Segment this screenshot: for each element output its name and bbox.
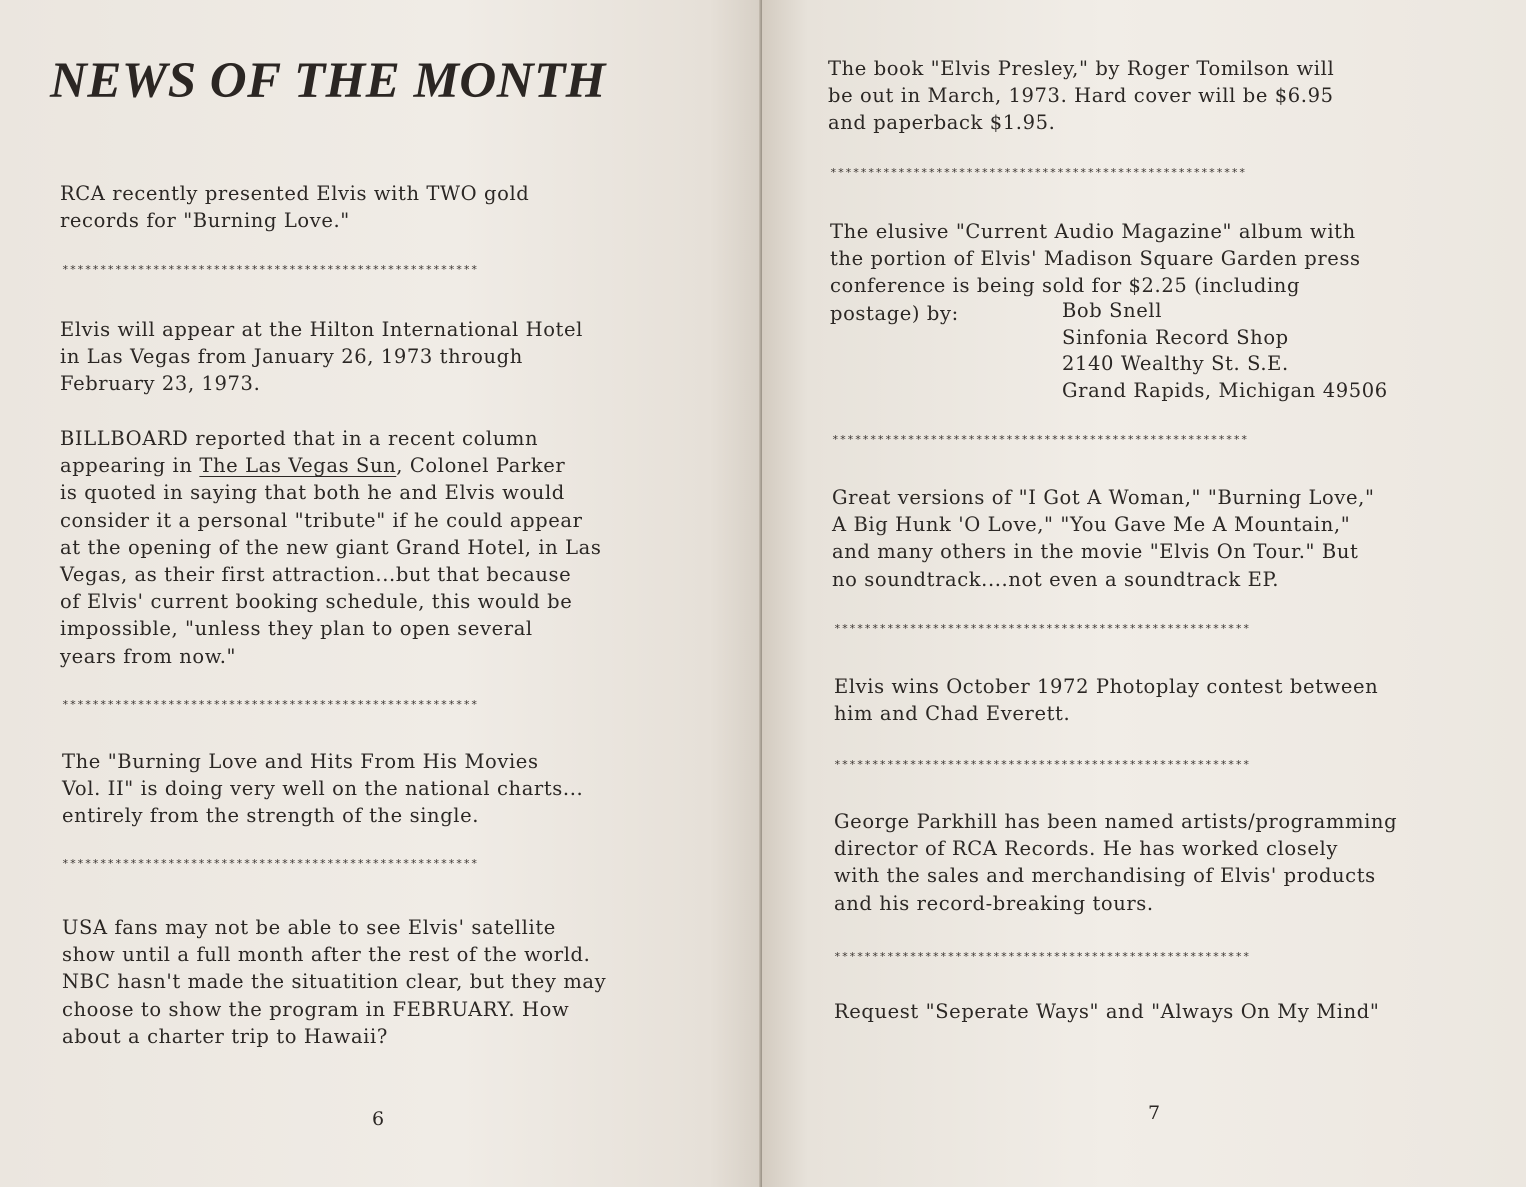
text-line: Vegas, as their first attraction...but that because <box>60 563 572 587</box>
text-line: director of RCA Records. He has worked closely <box>834 837 1338 861</box>
text-line: NBC hasn't made the situatition clear, but they may <box>62 970 607 994</box>
address-line: Grand Rapids, Michigan 49506 <box>1062 378 1388 402</box>
text-line: be out in March, 1973. Hard cover will be $6.95 <box>828 84 1334 108</box>
news-item-burning-love-album <box>62 748 583 830</box>
text-line: The elusive "Current Audio Magazine" album with <box>830 220 1356 243</box>
text-line: the portion of Elvis' Madison Square Garden press <box>830 247 1361 271</box>
text-line: choose to show the program in FEBRUARY. How <box>62 997 570 1021</box>
news-item-parkhill <box>834 808 1397 917</box>
text-line: of Elvis' current booking schedule, this would be <box>60 590 573 614</box>
text-line: in Las Vegas from January 26, 1973 through <box>60 345 523 369</box>
text-line: The "Burning Love and Hits From His Movies <box>62 750 539 773</box>
separator-stars: ******************************************************* <box>834 622 1251 635</box>
text-line: years from now." <box>60 644 237 668</box>
mailing-address <box>1062 298 1388 404</box>
separator-stars: ******************************************************* <box>62 857 479 870</box>
text-line: Request "Seperate Ways" and "Always On My Mind" <box>834 1000 1380 1023</box>
news-item-satellite-show <box>62 914 606 1050</box>
news-item-elvis-on-tour <box>832 484 1375 593</box>
text-line: and paperback $1.95. <box>828 111 1056 135</box>
text-line: Great versions of "I Got A Woman," "Burning Love," <box>832 486 1375 509</box>
text-line: postage) by: <box>830 301 959 325</box>
address-line: Sinfonia Record Shop <box>1062 325 1289 349</box>
text-line: George Parkhill has been named artists/programming <box>834 810 1398 833</box>
text-line: entirely from the strength of the single. <box>62 804 480 828</box>
text-line: A Big Hunk 'O Love," "You Gave Me A Mountain," <box>832 513 1351 537</box>
separator-stars: ******************************************************* <box>62 698 479 711</box>
text-line: conference is being sold for $2.25 (including <box>830 274 1301 298</box>
news-item-billboard <box>60 425 602 670</box>
separator-stars: ******************************************************* <box>834 758 1251 771</box>
text-line: about a charter trip to Hawaii? <box>62 1024 388 1048</box>
separator-stars: ******************************************************* <box>830 166 1247 179</box>
text-line: Elvis will appear at the Hilton International Hotel <box>60 318 583 341</box>
address-line: 2140 Wealthy St. S.E. <box>1062 352 1289 375</box>
left-page <box>0 0 762 1187</box>
separator-stars: ******************************************************* <box>832 433 1249 446</box>
separator-stars: ******************************************************* <box>834 950 1251 963</box>
text-line: with the sales and merchandising of Elvis' products <box>834 864 1376 888</box>
text-line: The book "Elvis Presley," by Roger Tomilson will <box>828 57 1335 80</box>
text-line: USA fans may not be able to see Elvis' satellite <box>62 916 556 939</box>
text-line: show until a full month after the rest of the world. <box>62 943 591 967</box>
news-item-gold-records <box>60 180 529 234</box>
separator-stars: ******************************************************* <box>62 263 479 276</box>
text-line: and his record-breaking tours. <box>834 891 1154 915</box>
text-line: RCA recently presented Elvis with TWO gold <box>60 182 530 205</box>
news-item-request <box>834 998 1379 1025</box>
page-number: 6 <box>372 1108 385 1130</box>
text-line: Elvis wins October 1972 Photoplay contest between <box>834 675 1379 698</box>
newspaper-title: The Las Vegas Sun <box>199 454 397 478</box>
text-line: Vol. II" is doing very well on the national charts... <box>62 777 584 801</box>
news-item-photoplay <box>834 673 1378 727</box>
text-line: no soundtrack....not even a soundtrack EP. <box>832 567 1280 591</box>
text-line: him and Chad Everett. <box>834 702 1071 726</box>
page-number: 7 <box>1148 1102 1161 1124</box>
text-line: BILLBOARD reported that in a recent column <box>60 427 539 450</box>
text-line: and many others in the movie "Elvis On Tour." But <box>832 540 1359 564</box>
text-line: consider it a personal "tribute" if he could appear <box>60 508 583 532</box>
text-line: records for "Burning Love." <box>60 209 350 233</box>
page-headline: NEWS OF THE MONTH <box>50 53 606 109</box>
text-line: February 23, 1973. <box>60 372 261 396</box>
news-item-book <box>828 55 1334 137</box>
address-line: Bob Snell <box>1062 299 1163 322</box>
news-item-hilton <box>60 316 583 398</box>
right-page <box>762 0 1526 1187</box>
text-line: is quoted in saying that both he and Elvis would <box>60 481 565 505</box>
text-line: impossible, "unless they plan to open several <box>60 617 533 641</box>
text-line: appearing in The Las Vegas Sun, Colonel Parker <box>60 454 566 478</box>
text-line: at the opening of the new giant Grand Hotel, in Las <box>60 535 602 559</box>
